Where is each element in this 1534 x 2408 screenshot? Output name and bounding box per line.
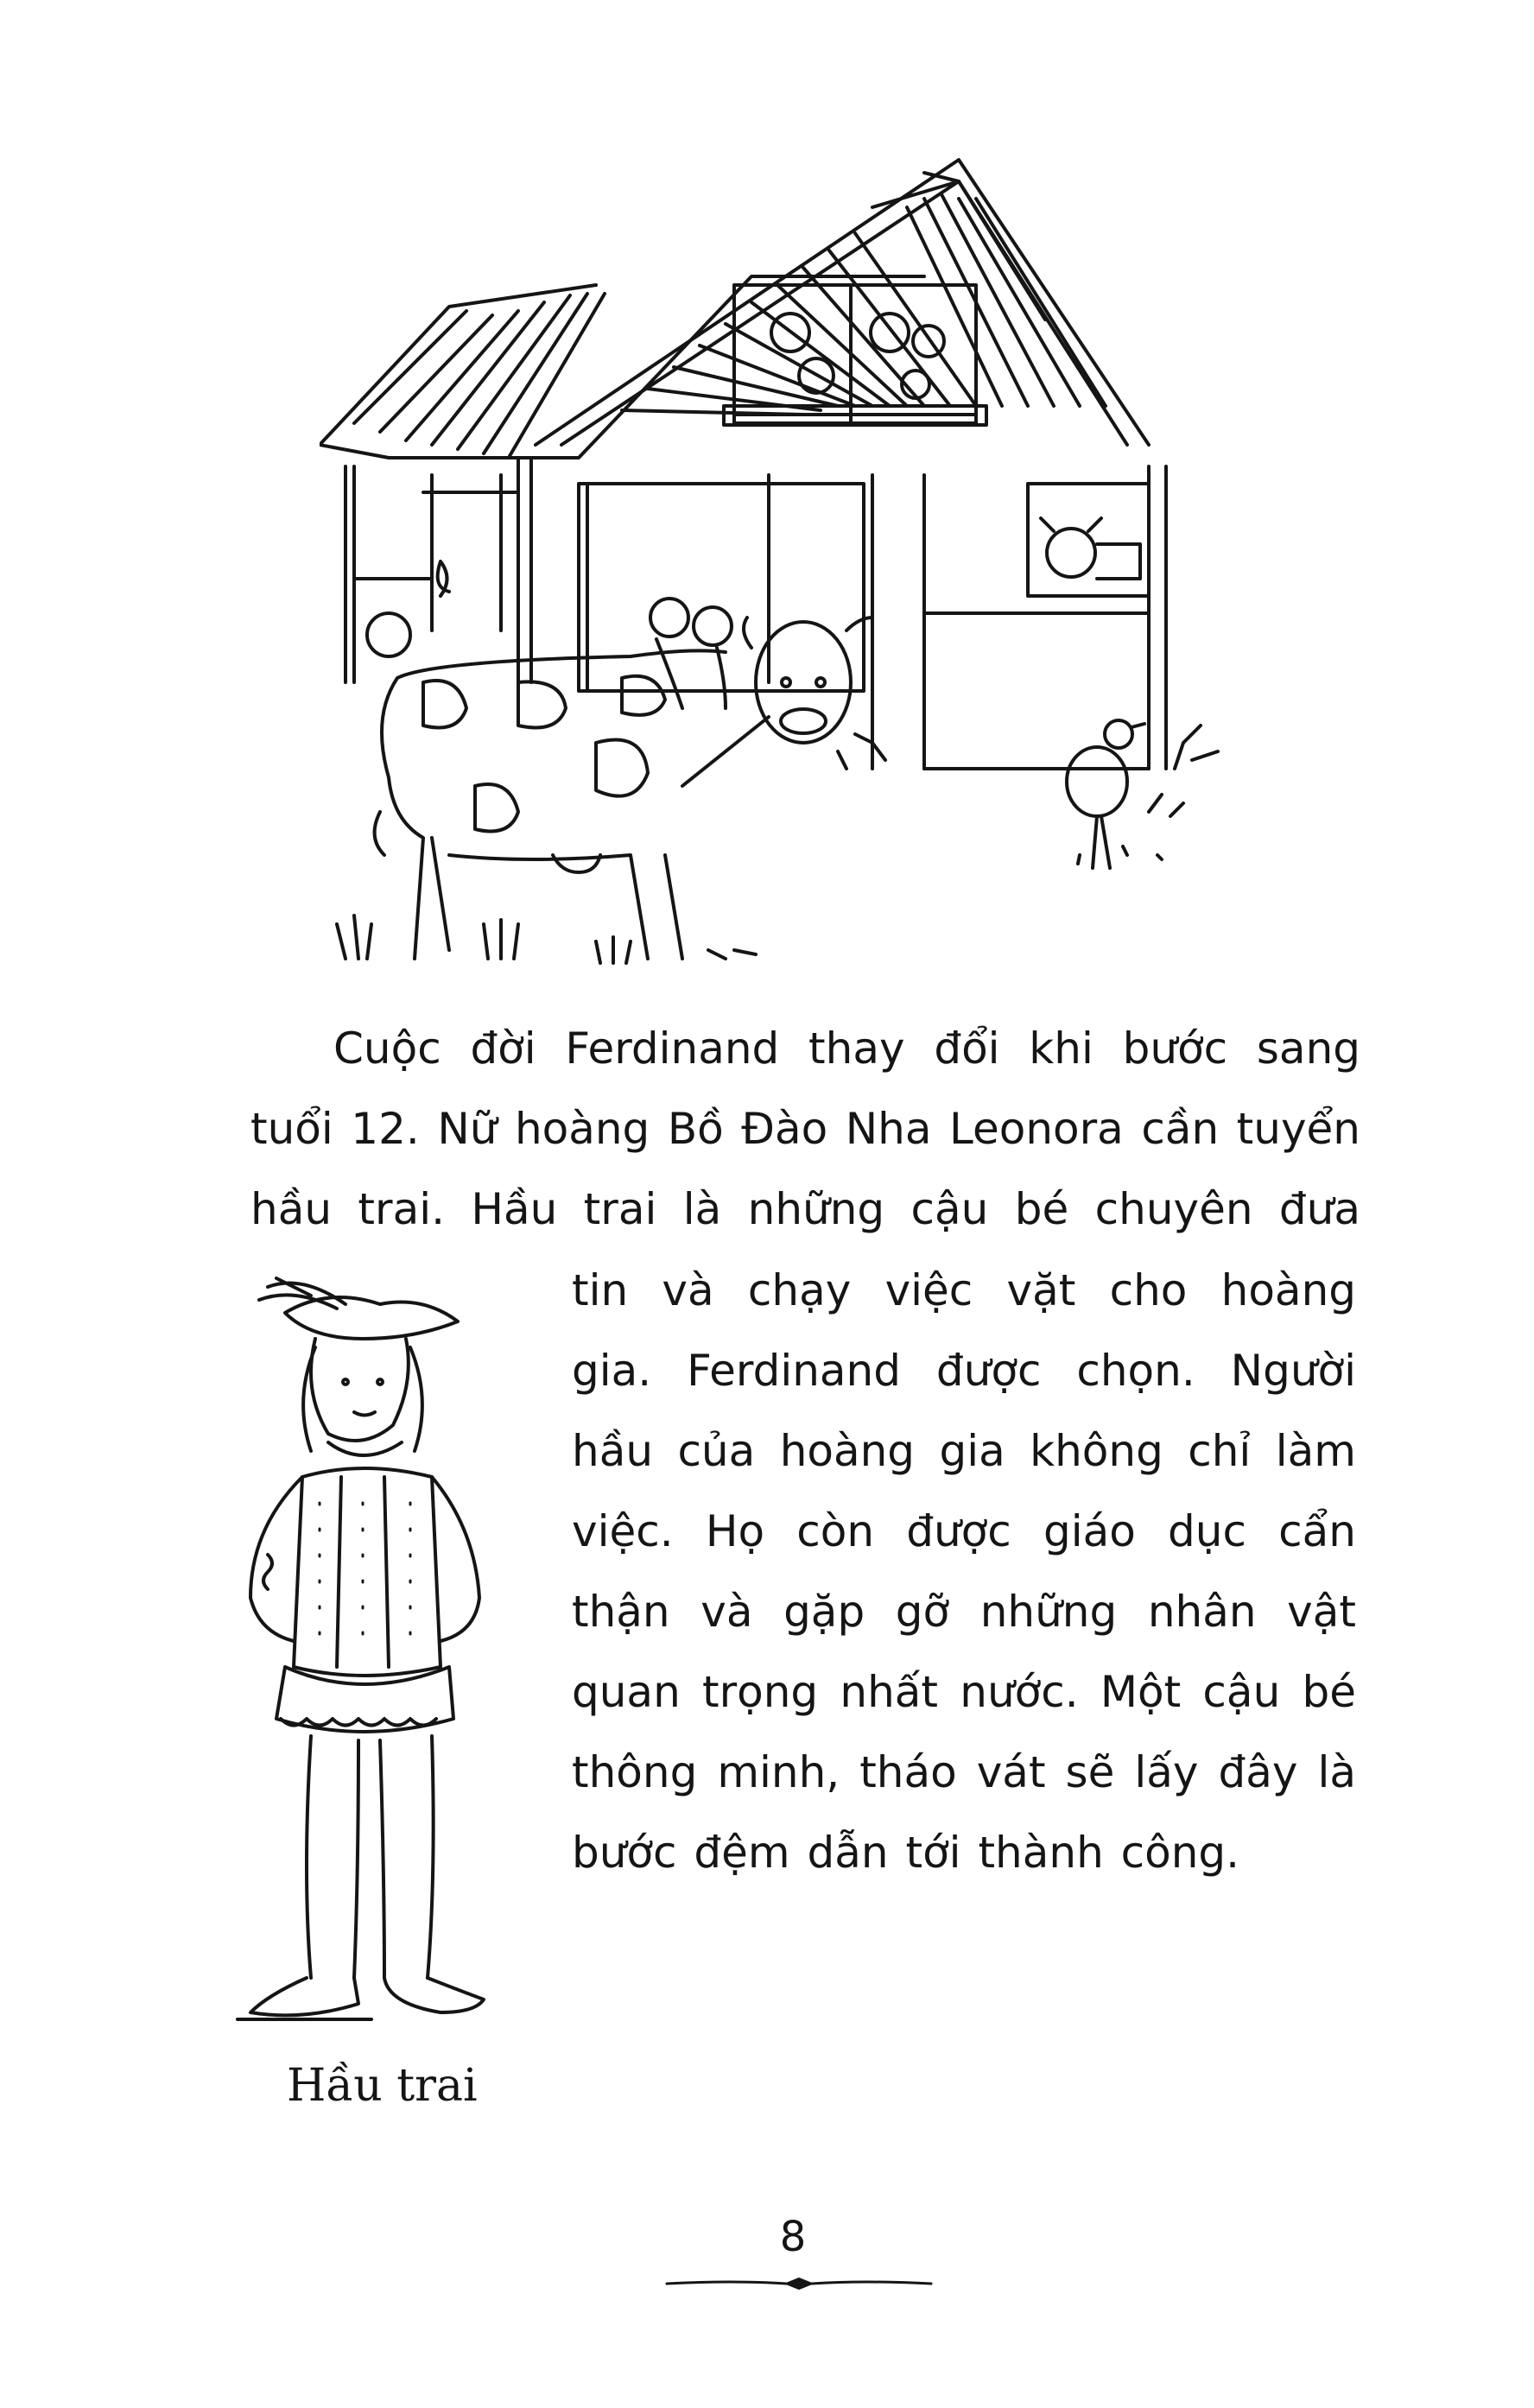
page-number: 8 — [779, 2213, 807, 2261]
cow — [375, 618, 872, 959]
illustration-caption: Hầu trai — [287, 2060, 478, 2112]
grass — [337, 726, 1218, 963]
paragraph-line: gia. Ferdinand được chọn. Người — [572, 1346, 1356, 1396]
paragraph-line: thông minh, tháo vát sẽ lấy đây là — [572, 1747, 1356, 1797]
paragraph-line: tuổi 12. Nữ hoàng Bồ Đào Nha Leonora cần tuyển — [250, 1104, 1360, 1154]
paragraph-line: thận và gặp gỡ những nhân vật — [572, 1587, 1356, 1637]
paragraph-line: việc. Họ còn được giáo dục cẩn — [572, 1506, 1356, 1556]
paragraph-line: hầu trai. Hầu trai là những cậu bé chuyên đưa — [250, 1184, 1360, 1234]
paragraph-line: tin và chạy việc vặt cho hoàng — [572, 1265, 1356, 1315]
house-walls — [345, 458, 1166, 769]
paragraph-line: quan trọng nhất nước. Một cậu bé — [572, 1667, 1356, 1717]
hen — [1067, 720, 1144, 868]
paragraph-line: Cuộc đời Ferdinand thay đổi khi bước sang — [333, 1023, 1360, 1074]
side-paragraph — [572, 1251, 1356, 1893]
farmhouse-illustration — [320, 147, 1235, 985]
paragraph-line: bước đệm dẫn tới thành công. — [572, 1828, 1240, 1878]
page-ornament-divider — [665, 2273, 933, 2294]
main-paragraph — [250, 1009, 1360, 1250]
page-boy-illustration — [233, 1270, 492, 2038]
paragraph-line: hầu của hoàng gia không chỉ làm — [572, 1426, 1356, 1476]
